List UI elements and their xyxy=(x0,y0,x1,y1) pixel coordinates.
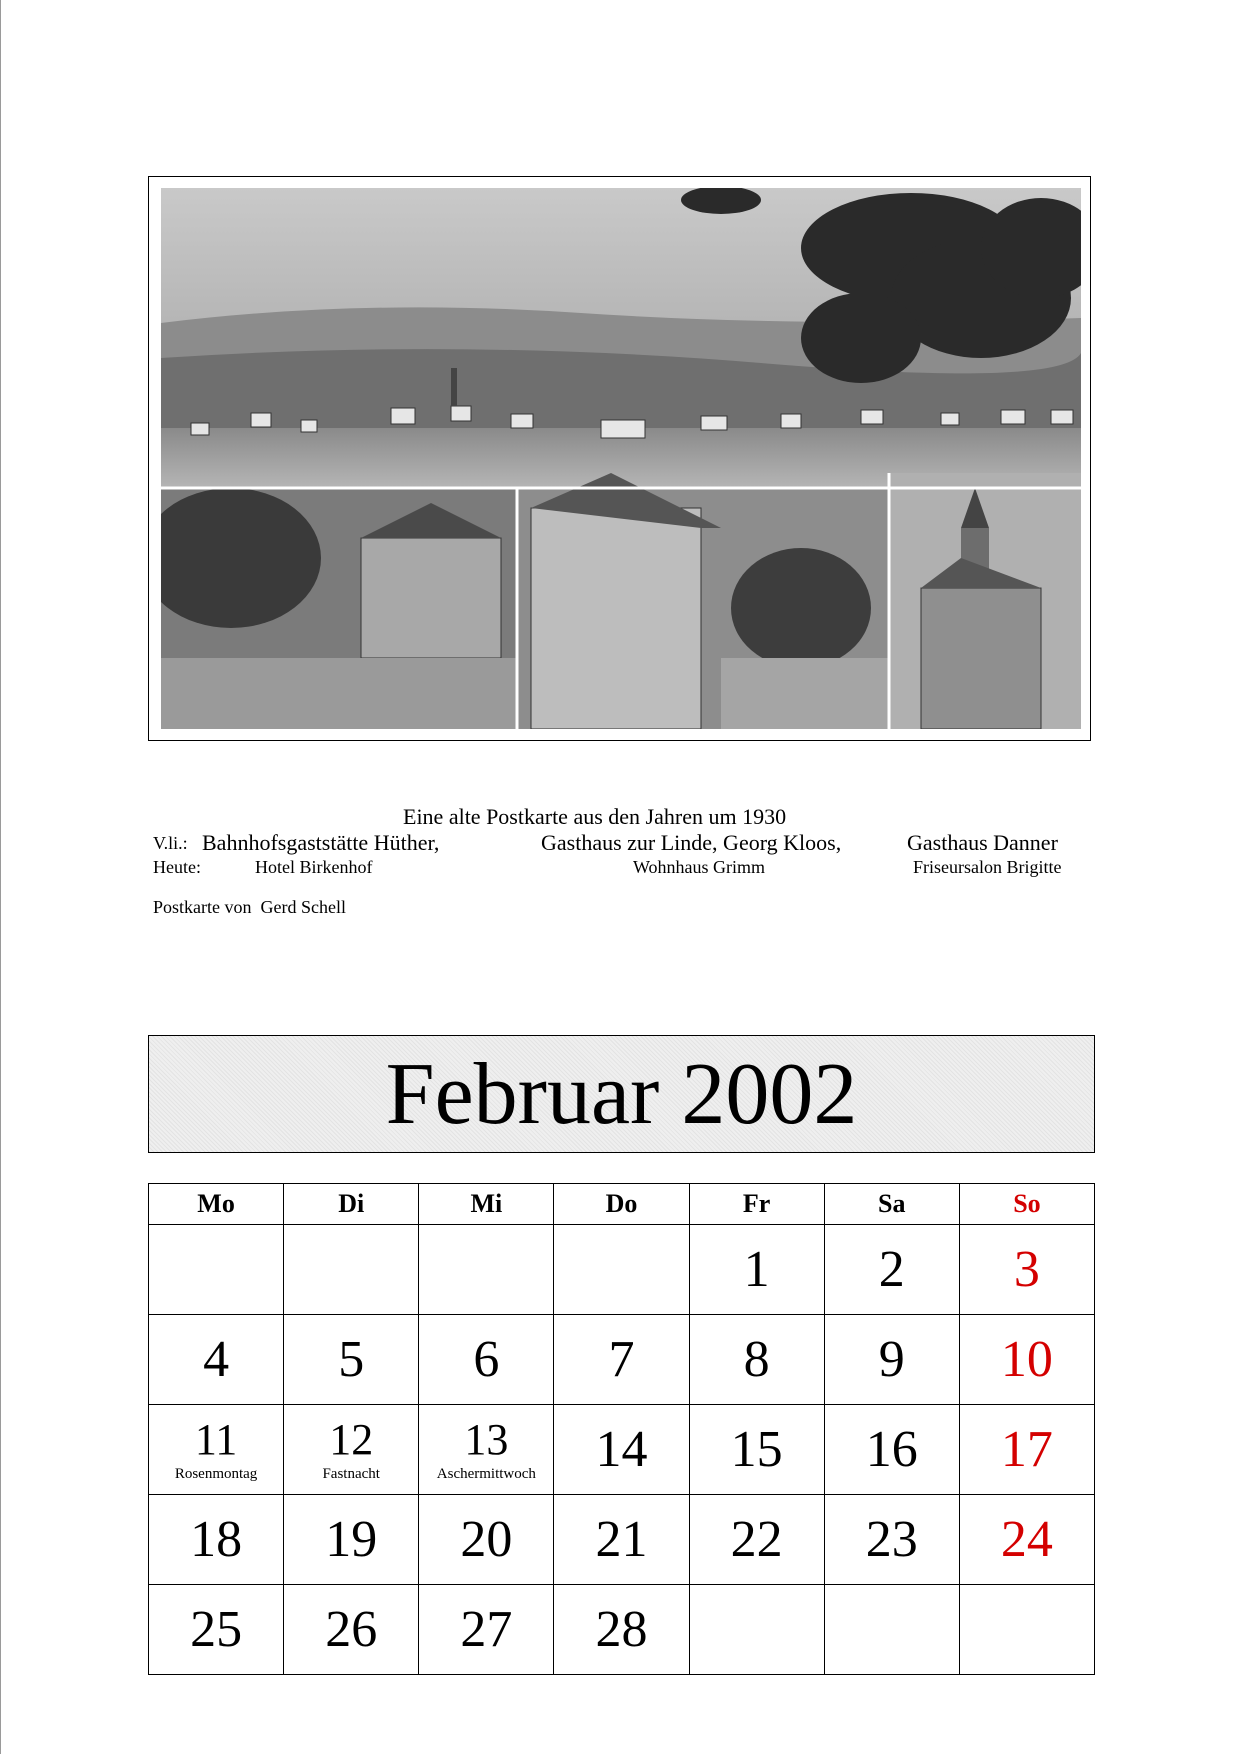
caption-vli-1: Bahnhofsgaststätte Hüther, xyxy=(202,830,440,855)
month-title-banner xyxy=(148,1035,1095,1153)
day-number: 16 xyxy=(865,1420,918,1478)
day-cell-sunday xyxy=(959,1405,1094,1495)
day-cell-sunday xyxy=(959,1585,1094,1675)
caption-title: Eine alte Postkarte aus den Jahren um 1930 xyxy=(403,804,787,829)
day-number: 26 xyxy=(325,1600,378,1658)
day-cell xyxy=(554,1225,689,1315)
day-cell xyxy=(554,1585,689,1675)
day-number: 13 xyxy=(464,1415,509,1464)
weekday-header: Mo xyxy=(149,1184,284,1225)
day-number: 21 xyxy=(595,1510,648,1568)
day-cell xyxy=(419,1585,554,1675)
day-number: 15 xyxy=(730,1420,783,1478)
day-cell xyxy=(554,1315,689,1405)
caption-label-heute: Heute: xyxy=(153,857,201,877)
day-cell xyxy=(689,1495,824,1585)
day-cell xyxy=(824,1225,959,1315)
day-cell-sunday xyxy=(959,1495,1094,1585)
day-cell xyxy=(419,1315,554,1405)
week-row xyxy=(149,1585,1095,1675)
day-cell xyxy=(554,1405,689,1495)
day-number: 23 xyxy=(865,1510,918,1568)
day-cell xyxy=(689,1585,824,1675)
day-number: 5 xyxy=(338,1330,365,1388)
day-number: 9 xyxy=(878,1330,905,1388)
holiday-label: Aschermittwoch xyxy=(436,1466,536,1482)
page-edge xyxy=(0,0,1,1754)
caption-credit: Postkarte von Gerd Schell xyxy=(153,897,346,917)
day-cell xyxy=(284,1405,419,1495)
day-number: 8 xyxy=(743,1330,770,1388)
day-number: 22 xyxy=(730,1510,783,1568)
day-number: 1 xyxy=(743,1240,770,1298)
week-row xyxy=(149,1405,1095,1495)
day-number: 11 xyxy=(194,1415,238,1464)
day-number: 19 xyxy=(325,1510,378,1568)
day-cell xyxy=(419,1405,554,1495)
day-cell xyxy=(824,1315,959,1405)
weekday-header: Di xyxy=(284,1184,419,1225)
day-cell-sunday xyxy=(959,1315,1094,1405)
day-cell xyxy=(419,1225,554,1315)
day-number: 18 xyxy=(190,1510,243,1568)
weekday-header-sunday: So xyxy=(959,1184,1094,1225)
day-cell xyxy=(824,1495,959,1585)
day-cell xyxy=(824,1585,959,1675)
holiday-label: Fastnacht xyxy=(322,1466,380,1482)
day-number: 10 xyxy=(1000,1330,1053,1388)
calendar-grid xyxy=(148,1183,1095,1675)
day-number: 24 xyxy=(1000,1510,1053,1568)
day-number: 12 xyxy=(329,1415,374,1464)
week-row xyxy=(149,1225,1095,1315)
weekday-header: Sa xyxy=(824,1184,959,1225)
weekday-header-row xyxy=(149,1184,1095,1225)
day-cell xyxy=(284,1225,419,1315)
day-number: 7 xyxy=(608,1330,635,1388)
weekday-header: Do xyxy=(554,1184,689,1225)
day-cell xyxy=(824,1405,959,1495)
month-title: Februar 2002 xyxy=(385,1045,858,1143)
week-row xyxy=(149,1495,1095,1585)
day-cell xyxy=(149,1225,284,1315)
week-row xyxy=(149,1315,1095,1405)
day-cell xyxy=(554,1495,689,1585)
day-cell xyxy=(149,1495,284,1585)
day-cell xyxy=(689,1225,824,1315)
day-number: 6 xyxy=(473,1330,500,1388)
day-number: 3 xyxy=(1013,1240,1040,1298)
day-number: 14 xyxy=(595,1420,648,1478)
day-cell xyxy=(149,1405,284,1495)
day-cell xyxy=(284,1495,419,1585)
weekday-header: Fr xyxy=(689,1184,824,1225)
day-number: 25 xyxy=(190,1600,243,1658)
day-cell xyxy=(149,1315,284,1405)
caption-vli-2: Gasthaus zur Linde, Georg Kloos, xyxy=(541,830,842,855)
calendar-body xyxy=(149,1225,1095,1675)
caption-heute-1: Hotel Birkenhof xyxy=(255,857,373,877)
day-cell xyxy=(284,1315,419,1405)
weekday-header: Mi xyxy=(419,1184,554,1225)
holiday-label: Rosenmontag xyxy=(174,1466,258,1482)
day-number: 27 xyxy=(460,1600,513,1658)
caption-label-vli: V.li.: xyxy=(153,833,188,853)
caption-heute-3: Friseursalon Brigitte xyxy=(913,857,1062,877)
day-number: 4 xyxy=(203,1330,230,1388)
day-number: 17 xyxy=(1000,1420,1053,1478)
day-cell xyxy=(149,1585,284,1675)
day-number: 2 xyxy=(878,1240,905,1298)
day-cell xyxy=(689,1405,824,1495)
caption-heute-2: Wohnhaus Grimm xyxy=(633,857,766,877)
day-cell xyxy=(689,1315,824,1405)
postcard-photo xyxy=(148,176,1091,741)
day-cell xyxy=(284,1585,419,1675)
caption-vli-3: Gasthaus Danner xyxy=(907,830,1058,855)
day-number: 20 xyxy=(460,1510,513,1568)
day-cell-sunday xyxy=(959,1225,1094,1315)
day-number: 28 xyxy=(595,1600,648,1658)
day-cell xyxy=(419,1495,554,1585)
postcard-image xyxy=(161,188,1081,729)
